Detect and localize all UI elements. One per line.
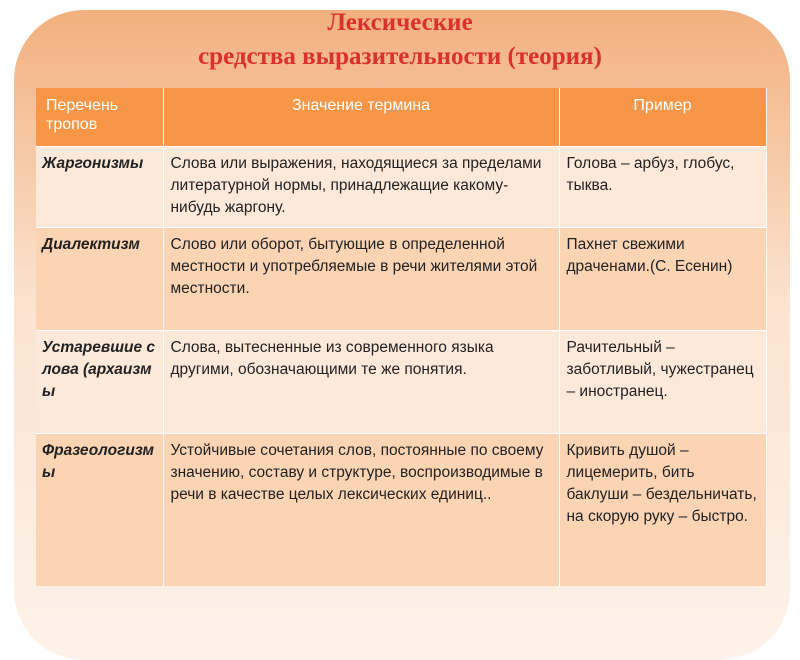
header-example: Пример (559, 88, 766, 147)
header-tropes-list: Перечень тропов (36, 88, 163, 147)
table-header-row (36, 88, 766, 147)
meaning-cell: Слова или выражения, находящиеся за пределами литературной нормы, принадлежащие какому-нибудь жаргону. (163, 147, 559, 228)
title-line-2: средства выразительности (теория) (198, 43, 602, 70)
table-row (36, 147, 766, 228)
header-term-meaning: Значение термина (163, 88, 559, 147)
example-cell: Пахнет свежими драченами.(С. Есенин) (559, 228, 766, 331)
example-cell: Рачительный – заботливый, чужестранец – иностранец. (559, 331, 766, 434)
term-cell: Устаревшие слова (архаизмы (36, 331, 163, 434)
table-row (36, 434, 766, 587)
term-cell: Фразеологизмы (36, 434, 163, 587)
meaning-cell: Устойчивые сочетания слов, постоянные по своему значению, составу и структуре, воспроизводимые в речи в качестве целых лексических единиц.. (163, 434, 559, 587)
table-row (36, 228, 766, 331)
term-cell: Диалектизм (36, 228, 163, 331)
example-cell: Голова – арбуз, глобус, тыква. (559, 147, 766, 228)
example-cell: Кривить душой – лицемерить, бить баклуши – бездельничать, на скорую руку – быстро. (559, 434, 766, 587)
slide-title (0, 6, 800, 74)
meaning-cell: Слова, вытесненные из современного языка другими, обозначающими те же понятия. (163, 331, 559, 434)
tropes-table (36, 88, 767, 586)
term-cell: Жаргонизмы (36, 147, 163, 228)
table-row (36, 331, 766, 434)
title-line-1: Лексические (327, 9, 473, 36)
meaning-cell: Слово или оборот, бытующие в определенной местности и употребляемые в речи жителями этой местности. (163, 228, 559, 331)
